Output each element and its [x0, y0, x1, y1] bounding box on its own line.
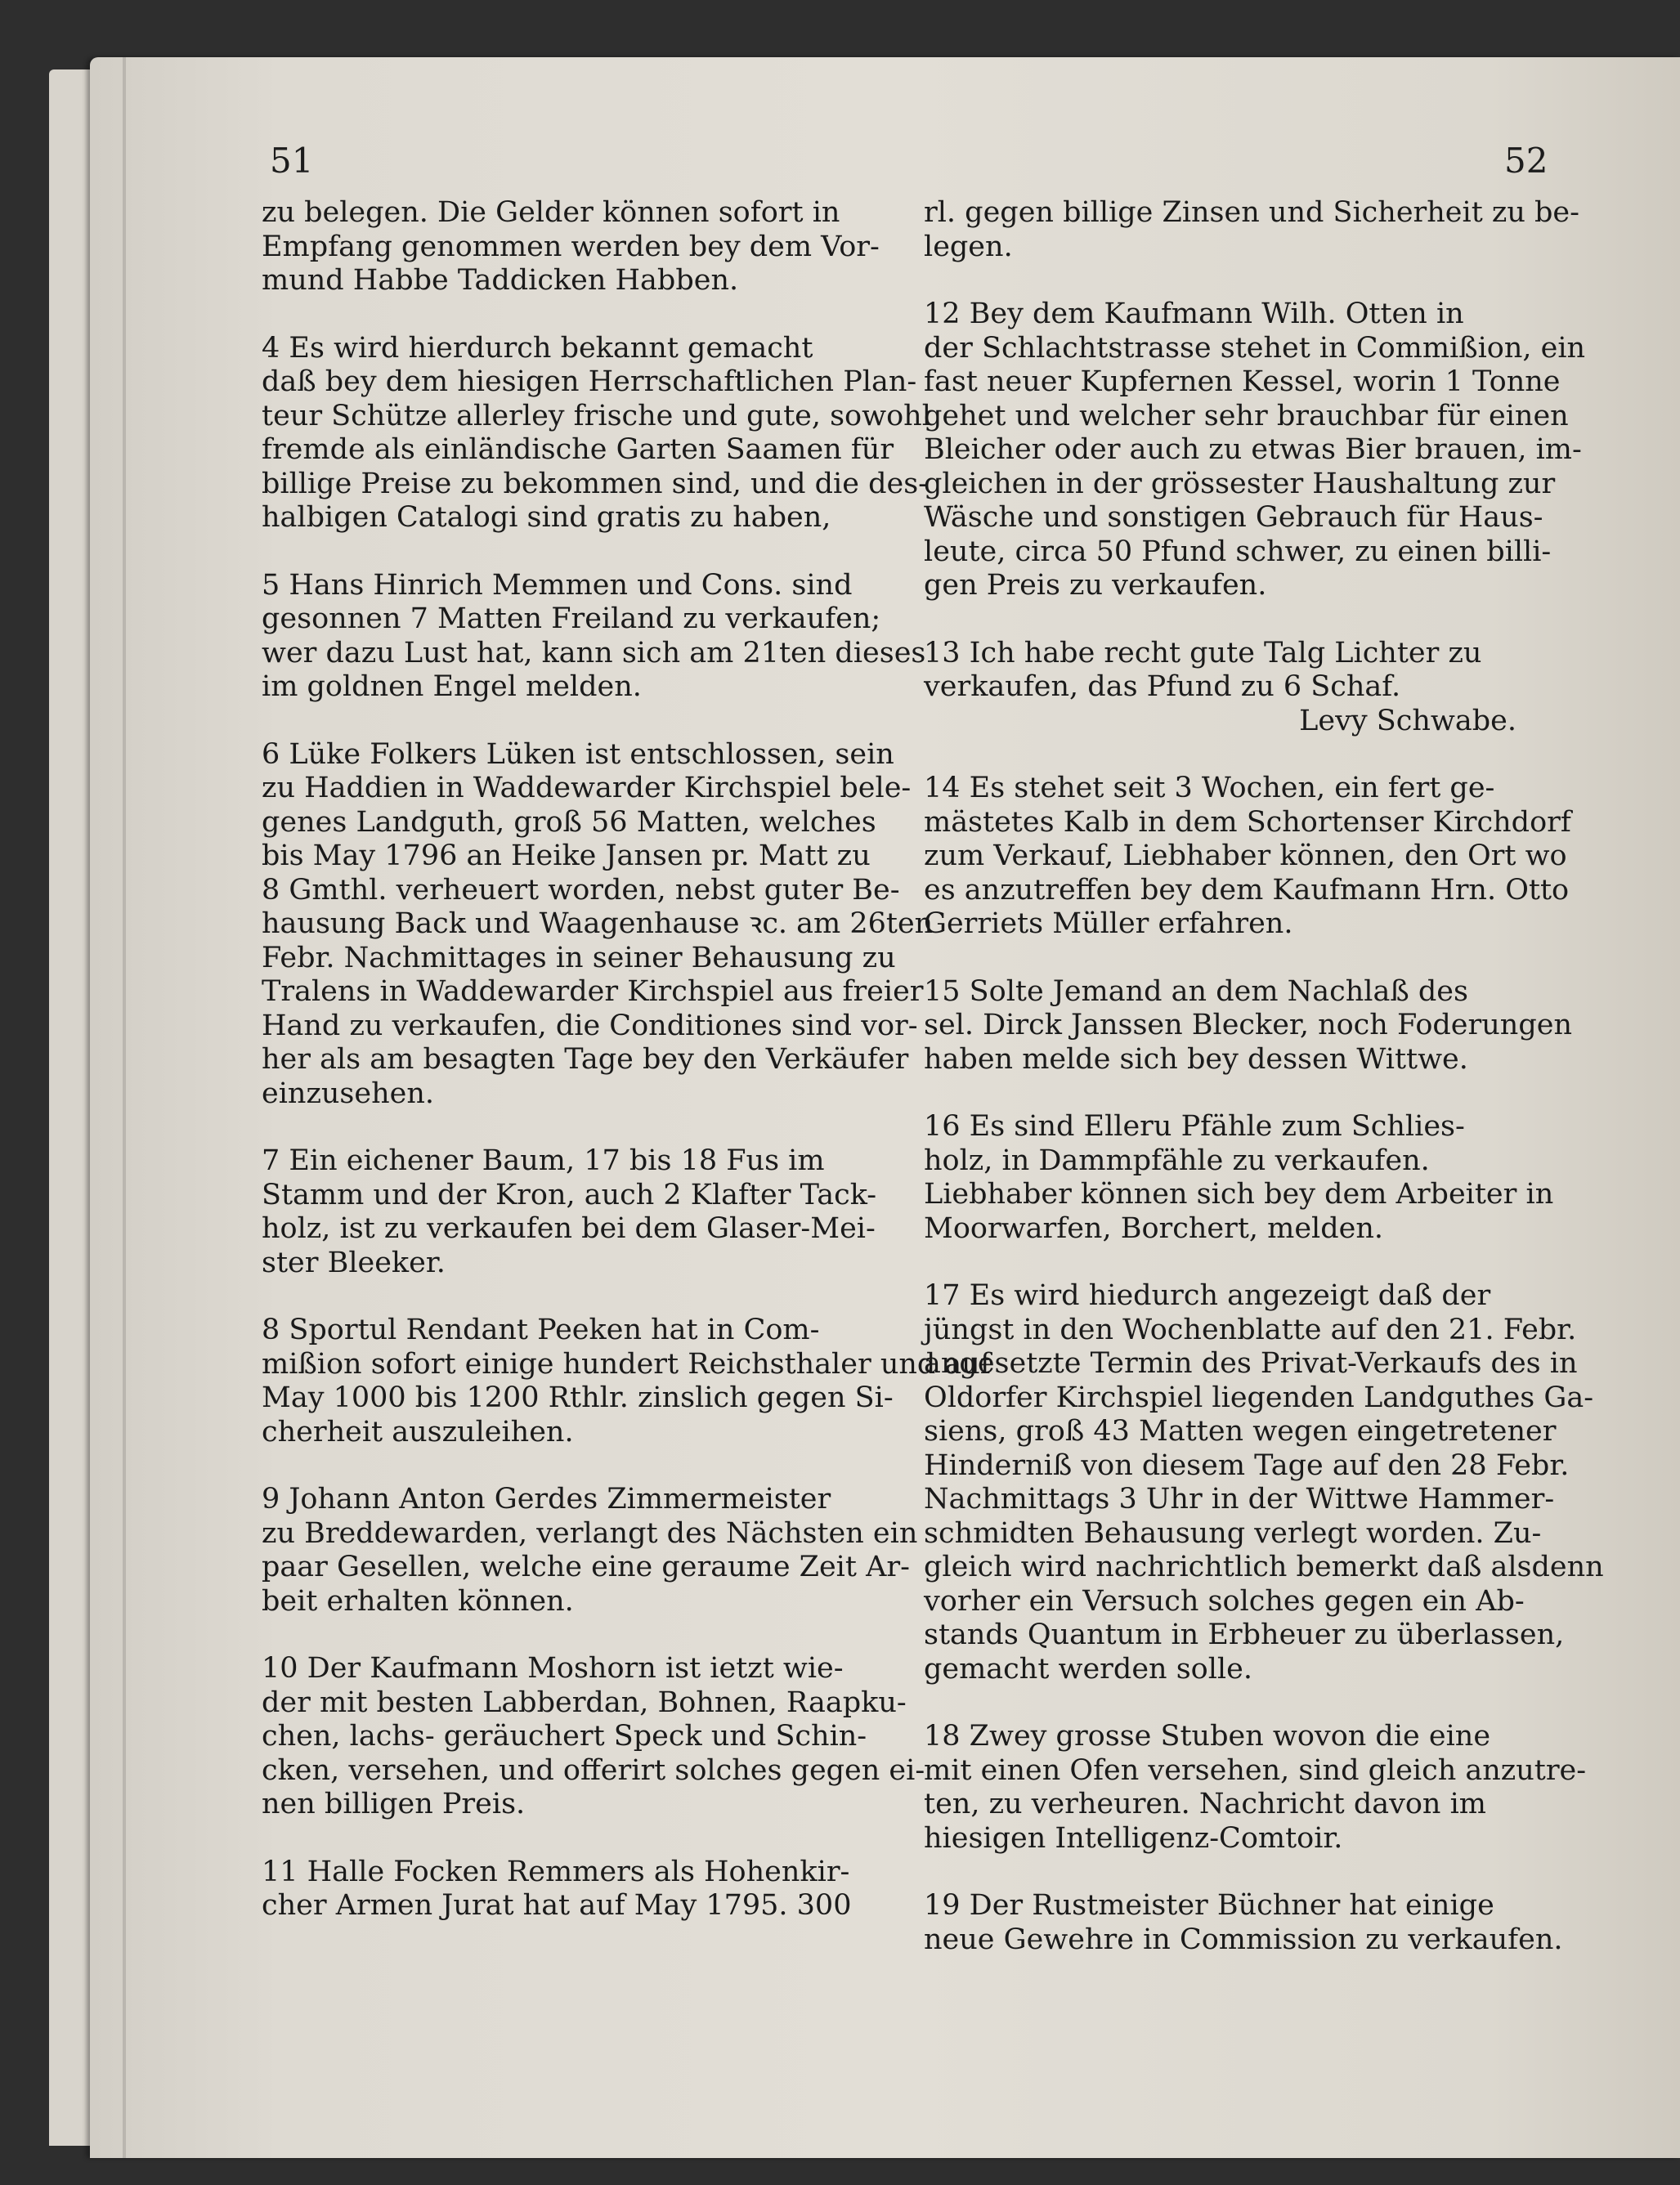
text-line: der Schlachtstrasse stehet in Commißion, ein	[924, 331, 1586, 365]
notice-paragraph	[262, 1314, 991, 1449]
text-line: hausung Back und Waagenhause ꝛc. am 26ten	[262, 907, 934, 940]
text-line: 19 Der Rustmeister Büchner hat einige	[924, 1889, 1494, 1922]
text-line: neue Gewehre in Commission zu verkaufen.	[924, 1923, 1563, 1956]
text-line: Gerriets Müller erfahren.	[924, 907, 1293, 940]
text-line: May 1000 bis 1200 Rthlr. zinslich gegen Si-	[262, 1381, 894, 1414]
text-line: Liebhaber können sich bey dem Arbeiter in	[924, 1178, 1554, 1211]
text-line: hiesigen Intelligenz-Comtoir.	[924, 1821, 1343, 1855]
text-line: 11 Halle Focken Remmers als Hohenkir-	[262, 1855, 850, 1888]
text-line: Bleicher oder auch zu etwas Bier brauen, im-	[924, 433, 1582, 466]
text-line: holz, in Dammpfähle zu verkaufen.	[924, 1144, 1430, 1177]
text-line: zu Breddewarden, verlangt des Nächsten ein	[262, 1516, 918, 1550]
text-line: cherheit auszuleihen.	[262, 1415, 574, 1448]
notice-paragraph	[262, 1483, 918, 1619]
text-line: nen billigen Preis.	[262, 1788, 526, 1820]
text-line: teur Schütze allerley frische und gute, sowohl	[262, 399, 931, 432]
text-line: 12 Bey dem Kaufmann Wilh. Otten in	[924, 298, 1464, 330]
text-line: verkaufen, das Pfund zu 6 Schaf.	[924, 670, 1401, 703]
text-line: bis May 1796 an Heike Jansen pr. Matt zu	[262, 840, 871, 872]
text-line: wer dazu Lust hat, kann sich am 21ten dieses	[262, 636, 926, 669]
text-line: der mit besten Labberdan, Bohnen, Raapku-	[262, 1686, 907, 1719]
text-line: gleich wird nachrichtlich bemerkt daß alsdenn	[924, 1551, 1604, 1583]
text-line: 16 Es sind Elleru Pfähle zum Schlies-	[924, 1110, 1465, 1143]
text-line: ten, zu verheuren. Nachricht davon im	[924, 1788, 1486, 1820]
text-line: gehet und welcher sehr brauchbar für einen	[924, 399, 1569, 432]
signature-line: Levy Schwabe.	[1299, 704, 1516, 737]
notice-paragraph	[924, 1889, 1563, 1957]
text-line: daß bey dem hiesigen Herrschaftlichen Plan-	[262, 365, 917, 398]
text-line: Moorwarfen, Borchert, melden.	[924, 1211, 1384, 1245]
text-line: Nachmittags 3 Uhr in der Wittwe Hammer-	[924, 1483, 1555, 1516]
text-line: vorher ein Versuch solches gegen ein Ab-	[924, 1584, 1525, 1618]
notice-paragraph	[924, 298, 1586, 603]
text-line: fremde als einländische Garten Saamen für	[262, 433, 894, 466]
text-line: Hand zu verkaufen, die Conditiones sind vor-	[262, 1009, 918, 1042]
text-line: rl. gegen billige Zinsen und Sicherheit zu be-	[924, 196, 1579, 229]
text-line: paar Gesellen, welche eine geraume Zeit Ar-	[262, 1551, 910, 1583]
text-line: mißion sofort einige hundert Reichsthaler und auf	[262, 1347, 991, 1381]
text-line: zu belegen. Die Gelder können sofort in	[262, 196, 840, 229]
text-line: Stamm und der Kron, auch 2 Klafter Tack-	[262, 1178, 877, 1211]
text-line: 7 Ein eichener Baum, 17 bis 18 Fus im	[262, 1144, 825, 1177]
text-line: cken, versehen, und offerirt solches gegen ei-	[262, 1753, 925, 1787]
text-line: genes Landguth, groß 56 Matten, welches	[262, 805, 876, 839]
text-line: Febr. Nachmittages in seiner Behausung zu	[262, 941, 896, 974]
notice-paragraph	[262, 568, 926, 705]
text-line: stands Quantum in Erbheuer zu überlassen,	[924, 1619, 1565, 1651]
text-line: 4 Es wird hierdurch bekannt gemacht	[262, 331, 813, 365]
text-line: angesetzte Termin des Privat-Verkaufs des in	[924, 1347, 1578, 1380]
left-column	[262, 196, 991, 1957]
notice-paragraph	[924, 637, 1541, 739]
text-line: Hinderniß von diesem Tage auf den 28 Febr.	[924, 1448, 1570, 1482]
text-line: jüngst in den Wochenblatte auf den 21. Febr.	[924, 1313, 1577, 1346]
text-line: gemacht werden solle.	[924, 1652, 1252, 1686]
notice-paragraph	[262, 1652, 925, 1822]
text-line: zum Verkauf, Liebhaber können, den Ort wo	[924, 840, 1567, 872]
text-line: fast neuer Kupfernen Kessel, worin 1 Tonne	[924, 365, 1561, 398]
notice-paragraph	[262, 1144, 883, 1280]
text-line: 10 Der Kaufmann Moshorn ist ietzt wie-	[262, 1652, 844, 1685]
text-line: mästetes Kalb in dem Schortenser Kirchdorf	[924, 805, 1571, 839]
text-line: 13 Ich habe recht gute Talg Lichter zu	[924, 636, 1482, 669]
notice-paragraph	[924, 1720, 1587, 1856]
text-line: chen, lachs- geräuchert Speck und Schin-	[262, 1720, 867, 1753]
notice-paragraph	[924, 1279, 1604, 1686]
notice-paragraph	[262, 196, 883, 298]
notice-paragraph	[924, 772, 1571, 942]
text-line: Wäsche und sonstigen Gebrauch für Haus-	[924, 501, 1543, 534]
text-line: legen.	[924, 230, 1013, 263]
text-line: zu Haddien in Waddewarder Kirchspiel bele-	[262, 772, 912, 804]
right-column	[924, 196, 1604, 1990]
text-line: sel. Dirck Janssen Blecker, noch Foderungen	[924, 1009, 1572, 1041]
text-line: leute, circa 50 Pfund schwer, zu einen billi-	[924, 535, 1552, 568]
text-line: 6 Lüke Folkers Lüken ist entschlossen, sein	[262, 737, 894, 771]
text-line: 8 Gmthl. verheuert worden, nebst guter Be-	[262, 873, 900, 907]
notice-paragraph	[924, 1110, 1554, 1246]
notice-paragraph	[924, 974, 1572, 1077]
text-line: gen Preis zu verkaufen.	[924, 569, 1267, 602]
page-binding-edge	[123, 57, 126, 2158]
text-line: Empfang genommen werden bey dem Vor-	[262, 230, 880, 263]
text-line: gleichen in der grössester Haushaltung zur	[924, 467, 1556, 500]
notice-paragraph	[262, 331, 931, 535]
text-line: beit erhalten können.	[262, 1584, 574, 1618]
notice-paragraph	[924, 196, 1579, 264]
text-line: Oldorfer Kirchspiel liegenden Landguthes Ga-	[924, 1381, 1594, 1414]
text-line: mit einen Ofen versehen, sind gleich anzutre-	[924, 1753, 1587, 1787]
text-line: holz, ist zu verkaufen bei dem Glaser-Mei-	[262, 1212, 876, 1245]
text-line: 9 Johann Anton Gerdes Zimmermeister	[262, 1483, 831, 1516]
text-line: mund Habbe Taddicken Habben.	[262, 264, 739, 297]
text-line: 14 Es stehet seit 3 Wochen, ein fert ge-	[924, 772, 1495, 804]
text-line: billige Preise zu bekommen sind, und die des-	[262, 467, 928, 500]
text-line: gesonnen 7 Matten Freiland zu verkaufen;	[262, 602, 881, 635]
text-line: einzusehen.	[262, 1077, 435, 1110]
text-line: cher Armen Jurat hat auf May 1795. 300	[262, 1889, 852, 1922]
text-line: im goldnen Engel melden.	[262, 670, 642, 703]
notice-paragraph	[262, 737, 934, 1112]
text-line: her als am besagten Tage bey den Verkäufer	[262, 1043, 909, 1076]
text-line: 17 Es wird hiedurch angezeigt daß der	[924, 1279, 1491, 1312]
text-line: 5 Hans Hinrich Memmen und Cons. sind	[262, 568, 853, 602]
text-line: haben melde sich bey dessen Wittwe.	[924, 1042, 1468, 1076]
text-line: halbigen Catalogi sind gratis zu haben,	[262, 501, 831, 534]
text-line: 18 Zwey grosse Stuben wovon die eine	[924, 1720, 1491, 1753]
page-number-right: 52	[1504, 141, 1548, 181]
page-number-left: 51	[270, 141, 314, 181]
text-line: 8 Sportul Rendant Peeken hat in Com-	[262, 1314, 820, 1346]
text-line: 15 Solte Jemand an dem Nachlaß des	[924, 974, 1468, 1008]
text-line: ster Bleeker.	[262, 1246, 446, 1279]
text-line: es anzutreffen bey dem Kaufmann Hrn. Otto	[924, 873, 1570, 907]
text-line: schmidten Behausung verlegt worden. Zu-	[924, 1516, 1542, 1550]
text-line: Tralens in Waddewarder Kirchspiel aus freier	[262, 975, 924, 1008]
notice-paragraph	[262, 1856, 883, 1923]
text-line: siens, groß 43 Matten wegen eingetretener	[924, 1415, 1557, 1448]
